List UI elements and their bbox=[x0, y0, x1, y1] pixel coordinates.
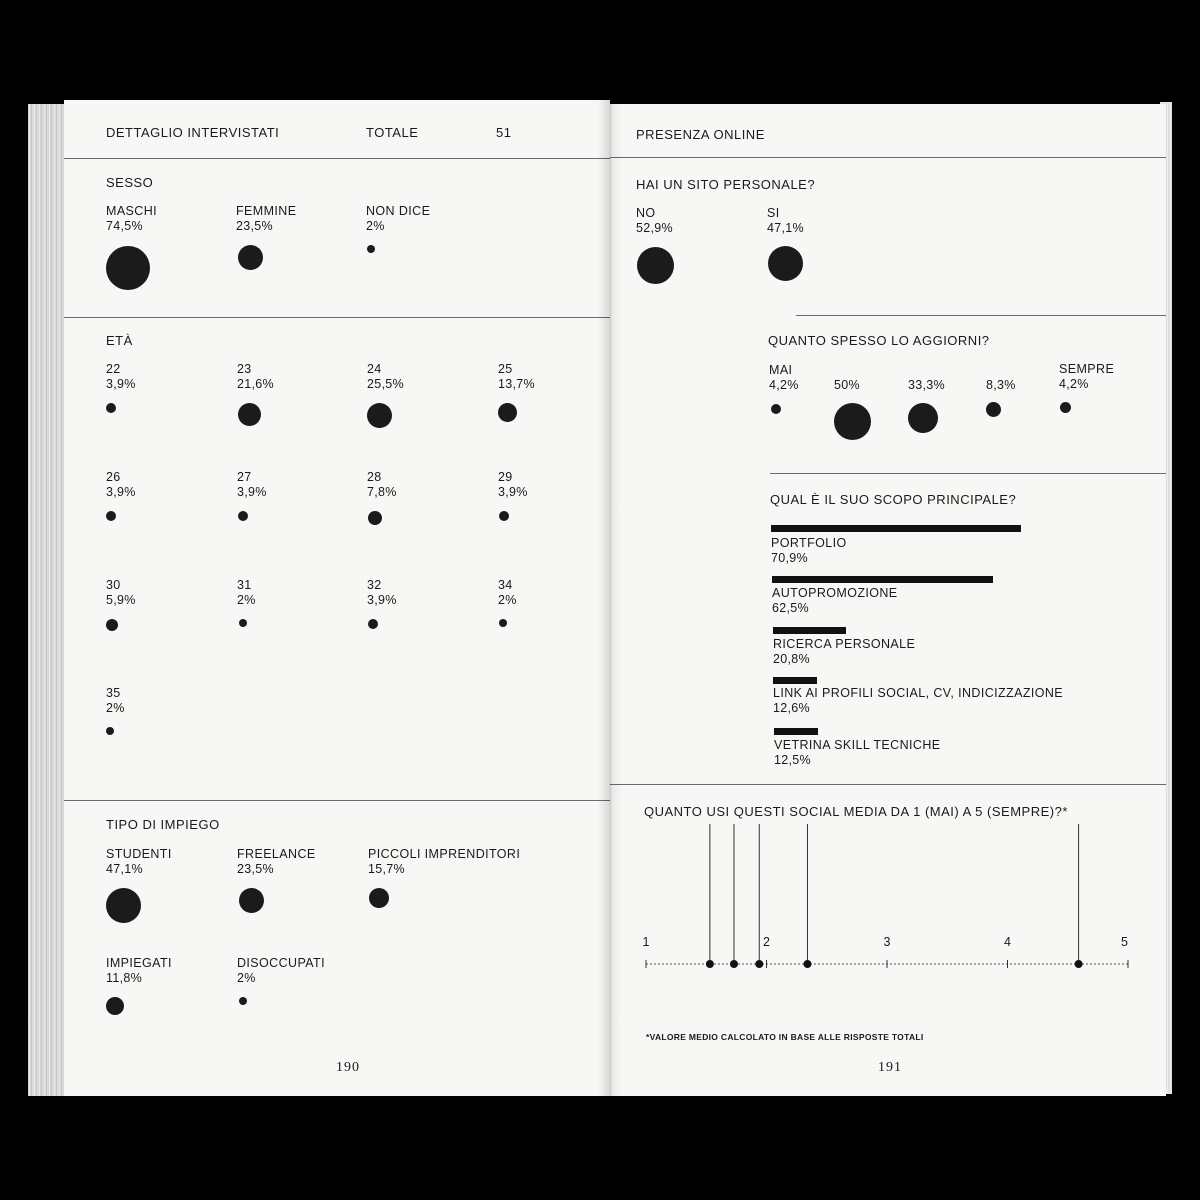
sesso-divider bbox=[64, 317, 610, 318]
point-behance bbox=[755, 960, 763, 968]
scale-label-4: 4 bbox=[1004, 935, 1011, 949]
scopo-pct-ricerca-personale: 20,8% bbox=[773, 652, 810, 666]
eta-pct-32: 3,9% bbox=[367, 593, 397, 607]
sito-title: HAI UN SITO PERSONALE? bbox=[636, 177, 816, 192]
scopo-label-vetrina-skill: VETRINA SKILL TECNICHE bbox=[774, 738, 941, 752]
eta-label-35: 35 bbox=[106, 686, 121, 700]
social-title: QUANTO USI QUESTI SOCIAL MEDIA DA 1 (MAI) A 5 (SEMPRE)?* bbox=[644, 804, 1068, 819]
eta-dot-34 bbox=[499, 619, 507, 627]
eta-dot-23 bbox=[238, 403, 261, 426]
impiego-dot-piccoli-imprenditori bbox=[369, 888, 389, 908]
sito-dot-si bbox=[768, 246, 803, 281]
sesso-title: SESSO bbox=[106, 175, 154, 190]
eta-label-26: 26 bbox=[106, 470, 121, 484]
eta-label-22: 22 bbox=[106, 362, 121, 376]
scopo-bar-link-profili bbox=[773, 677, 817, 684]
aggiorni-dot-3 bbox=[908, 403, 938, 433]
scopo-bar-autopromozione bbox=[772, 576, 993, 583]
eta-pct-28: 7,8% bbox=[367, 485, 397, 499]
aggiorni-pct-2: 50% bbox=[834, 378, 860, 392]
sesso-label-maschi: MASCHI bbox=[106, 204, 158, 218]
point-instagram bbox=[1075, 960, 1083, 968]
eta-dot-26 bbox=[106, 511, 116, 521]
impiego-label-freelance: FREELANCE bbox=[237, 847, 316, 861]
eta-dot-32 bbox=[368, 619, 378, 629]
eta-label-23: 23 bbox=[237, 362, 252, 376]
aggiorni-dot-4 bbox=[986, 402, 1001, 417]
sesso-dot-femmine bbox=[238, 245, 263, 270]
right-page bbox=[610, 104, 1166, 1096]
sito-label-si: SI bbox=[767, 206, 780, 220]
aggiorni-dot-2 bbox=[834, 403, 871, 440]
aggiorni-divider bbox=[770, 473, 1166, 474]
sito-dot-no bbox=[637, 247, 674, 284]
eta-title: ETÀ bbox=[106, 333, 133, 348]
eta-dot-22 bbox=[106, 403, 116, 413]
scopo-bar-vetrina-skill bbox=[774, 728, 818, 735]
scopo-label-portfolio: PORTFOLIO bbox=[771, 536, 847, 550]
aggiorni-pct-mai: 4,2% bbox=[769, 378, 799, 392]
eta-pct-24: 25,5% bbox=[367, 377, 404, 391]
eta-dot-25 bbox=[498, 403, 517, 422]
scale-label-2: 2 bbox=[763, 935, 770, 949]
eta-label-34: 34 bbox=[498, 578, 513, 592]
eta-pct-31: 2% bbox=[237, 593, 256, 607]
scopo-title: QUAL È IL SUO SCOPO PRINCIPALE? bbox=[770, 492, 1017, 507]
aggiorni-label-mai: MAI bbox=[769, 363, 793, 377]
eta-label-27: 27 bbox=[237, 470, 252, 484]
impiego-label-studenti: STUDENTI bbox=[106, 847, 172, 861]
impiego-pct-studenti: 47,1% bbox=[106, 862, 143, 876]
point-linkedin bbox=[730, 960, 738, 968]
footnote: *VALORE MEDIO CALCOLATO IN BASE ALLE RISPOSTE TOTALI bbox=[646, 1032, 924, 1042]
eta-dot-35 bbox=[106, 727, 114, 735]
total-value: 51 bbox=[496, 125, 512, 140]
left-page-title: DETTAGLIO INTERVISTATI bbox=[106, 125, 280, 140]
impiego-label-impiegati: IMPIEGATI bbox=[106, 956, 172, 970]
eta-dot-27 bbox=[238, 511, 248, 521]
book-gutter bbox=[598, 100, 622, 1096]
scopo-pct-vetrina-skill: 12,5% bbox=[774, 753, 811, 767]
eta-pct-22: 3,9% bbox=[106, 377, 136, 391]
sesso-label-non-dice: NON DICE bbox=[366, 204, 431, 218]
sito-divider bbox=[796, 315, 1166, 316]
sesso-dot-non-dice bbox=[367, 245, 375, 253]
scale-label-3: 3 bbox=[883, 935, 891, 949]
eta-pct-30: 5,9% bbox=[106, 593, 136, 607]
impiego-pct-piccoli-imprenditori: 15,7% bbox=[368, 862, 405, 876]
sito-pct-no: 52,9% bbox=[636, 221, 673, 235]
page-number-right: 191 bbox=[878, 1060, 902, 1075]
eta-pct-35: 2% bbox=[106, 701, 125, 715]
scopo-label-link-profili: LINK AI PROFILI SOCIAL, CV, INDICIZZAZIONE bbox=[773, 686, 1064, 700]
scopo-pct-autopromozione: 62,5% bbox=[772, 601, 809, 615]
sesso-pct-maschi: 74,5% bbox=[106, 219, 143, 233]
sesso-pct-non-dice: 2% bbox=[366, 219, 385, 233]
eta-pct-29: 3,9% bbox=[498, 485, 528, 499]
aggiorni-dot-mai bbox=[771, 404, 781, 414]
scopo-label-ricerca-personale: RICERCA PERSONALE bbox=[773, 637, 916, 651]
impiego-dot-studenti bbox=[106, 888, 141, 923]
eta-label-24: 24 bbox=[367, 362, 382, 376]
aggiorni-pct-4: 8,3% bbox=[986, 378, 1016, 392]
eta-dot-30 bbox=[106, 619, 118, 631]
impiego-label-disoccupati: DISOCCUPATI bbox=[237, 956, 325, 970]
eta-label-30: 30 bbox=[106, 578, 121, 592]
aggiorni-pct-sempre: 4,2% bbox=[1059, 377, 1089, 391]
scale-label-5: 5 bbox=[1121, 935, 1128, 949]
eta-label-31: 31 bbox=[237, 578, 252, 592]
scopo-bar-ricerca-personale bbox=[773, 627, 846, 634]
aggiorni-label-sempre: SEMPRE bbox=[1059, 362, 1115, 376]
sito-pct-si: 47,1% bbox=[767, 221, 804, 235]
eta-divider bbox=[64, 800, 610, 801]
aggiorni-dot-sempre bbox=[1060, 402, 1071, 413]
eta-pct-27: 3,9% bbox=[237, 485, 267, 499]
sesso-dot-maschi bbox=[106, 246, 150, 290]
eta-label-32: 32 bbox=[367, 578, 382, 592]
left-page bbox=[64, 100, 610, 1096]
impiego-pct-freelance: 23,5% bbox=[237, 862, 274, 876]
eta-dot-29 bbox=[499, 511, 509, 521]
scopo-pct-portfolio: 70,9% bbox=[771, 551, 808, 565]
scopo-pct-link-profili: 12,6% bbox=[773, 701, 810, 715]
impiego-title: TIPO DI IMPIEGO bbox=[106, 817, 220, 832]
eta-pct-34: 2% bbox=[498, 593, 517, 607]
scopo-bar-portfolio bbox=[771, 525, 1021, 532]
impiego-pct-disoccupati: 2% bbox=[237, 971, 256, 985]
eta-pct-23: 21,6% bbox=[237, 377, 274, 391]
eta-pct-25: 13,7% bbox=[498, 377, 535, 391]
scale-label-1: 1 bbox=[642, 935, 650, 949]
page-number-left: 190 bbox=[336, 1060, 360, 1075]
header-divider bbox=[64, 158, 610, 159]
scopo-divider bbox=[610, 784, 1166, 785]
eta-dot-24 bbox=[367, 403, 392, 428]
right-header-divider bbox=[610, 157, 1166, 158]
aggiorni-title: QUANTO SPESSO LO AGGIORNI? bbox=[768, 333, 990, 348]
impiego-label-piccoli-imprenditori: PICCOLI IMPRENDITORI bbox=[368, 847, 521, 861]
aggiorni-pct-3: 33,3% bbox=[908, 378, 945, 392]
eta-label-29: 29 bbox=[498, 470, 513, 484]
eta-dot-28 bbox=[368, 511, 382, 525]
eta-pct-26: 3,9% bbox=[106, 485, 136, 499]
social-usage-chart bbox=[610, 824, 1166, 1044]
eta-dot-31 bbox=[239, 619, 247, 627]
sesso-label-femmine: FEMMINE bbox=[236, 204, 297, 218]
impiego-dot-disoccupati bbox=[239, 997, 247, 1005]
right-page-title: PRESENZA ONLINE bbox=[636, 127, 765, 142]
eta-label-25: 25 bbox=[498, 362, 513, 376]
sito-label-no: NO bbox=[636, 206, 656, 220]
scopo-label-autopromozione: AUTOPROMOZIONE bbox=[772, 586, 898, 600]
impiego-pct-impiegati: 11,8% bbox=[106, 971, 143, 985]
point-twitter bbox=[706, 960, 714, 968]
eta-label-28: 28 bbox=[367, 470, 382, 484]
impiego-dot-impiegati bbox=[106, 997, 124, 1015]
total-label: TOTALE bbox=[366, 125, 419, 140]
sesso-pct-femmine: 23,5% bbox=[236, 219, 273, 233]
point-facebook bbox=[803, 960, 811, 968]
impiego-dot-freelance bbox=[239, 888, 264, 913]
